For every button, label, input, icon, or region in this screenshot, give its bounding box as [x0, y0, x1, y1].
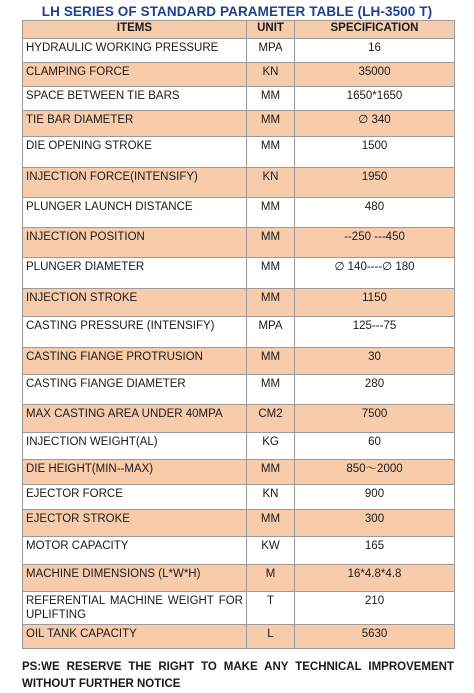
item-cell: SPACE BETWEEN TIE BARS [23, 87, 247, 111]
spec-cell: 1950 [295, 168, 455, 198]
header-items: ITEMS [23, 21, 247, 39]
unit-cell: MM [247, 137, 295, 168]
table-row [23, 87, 455, 111]
table-row [23, 592, 455, 625]
table-row [23, 405, 455, 433]
item-cell: CASTING FIANGE DIAMETER [23, 375, 247, 405]
spec-cell: 480 [295, 198, 455, 228]
table-row [23, 111, 455, 137]
item-cell: INJECTION FORCE(INTENSIFY) [23, 168, 247, 198]
spec-cell: 1650*1650 [295, 87, 455, 111]
item-cell: EJECTOR STROKE [23, 510, 247, 537]
spec-cell: ∅ 140----∅ 180 [295, 258, 455, 289]
table-row [23, 537, 455, 565]
unit-cell: MPA [247, 317, 295, 348]
unit-cell: MM [247, 348, 295, 375]
spec-cell: 300 [295, 510, 455, 537]
unit-cell: KW [247, 537, 295, 565]
unit-cell: T [247, 592, 295, 625]
item-cell: INJECTION STROKE [23, 289, 247, 317]
table-row [23, 137, 455, 168]
item-cell: CASTING FIANGE PROTRUSION [23, 348, 247, 375]
item-cell: CLAMPING FORCE [23, 63, 247, 87]
item-cell: INJECTION POSITION [23, 228, 247, 258]
unit-cell: MM [247, 289, 295, 317]
spec-cell: 5630 [295, 625, 455, 649]
unit-cell: KN [247, 485, 295, 510]
spec-cell: 35000 [295, 63, 455, 87]
unit-cell: MM [247, 228, 295, 258]
item-cell: PLUNGER LAUNCH DISTANCE [23, 198, 247, 228]
table-row [23, 317, 455, 348]
unit-cell: CM2 [247, 405, 295, 433]
unit-cell: MM [247, 198, 295, 228]
unit-cell: KN [247, 168, 295, 198]
spec-cell: 60 [295, 433, 455, 460]
unit-cell: L [247, 625, 295, 649]
spec-cell: ∅ 340 [295, 111, 455, 137]
table-row [23, 460, 455, 485]
item-cell: EJECTOR FORCE [23, 485, 247, 510]
spec-cell: --250 ---450 [295, 228, 455, 258]
item-cell: REFERENTIAL MACHINE WEIGHT FOR UPLIFTING [23, 592, 247, 625]
table-row [23, 168, 455, 198]
spec-cell: 1500 [295, 137, 455, 168]
spec-cell: 16*4.8*4.8 [295, 565, 455, 592]
item-cell: MACHINE DIMENSIONS (L*W*H) [23, 565, 247, 592]
unit-cell: KN [247, 63, 295, 87]
item-cell: MOTOR CAPACITY [23, 537, 247, 565]
page-title: LH SERIES OF STANDARD PARAMETER TABLE (LH-3500 T) [41, 4, 433, 19]
table-row [23, 375, 455, 405]
table-row [23, 348, 455, 375]
item-cell: DIE OPENING STROKE [23, 137, 247, 168]
spec-cell: 210 [295, 592, 455, 625]
table-row [23, 39, 455, 63]
item-cell: INJECTION WEIGHT(AL) [23, 433, 247, 460]
unit-cell: MM [247, 375, 295, 405]
table-row [23, 63, 455, 87]
unit-cell: MM [247, 510, 295, 537]
spec-cell: 30 [295, 348, 455, 375]
item-cell: DIE HEIGHT(MIN--MAX) [23, 460, 247, 485]
spec-cell: 900 [295, 485, 455, 510]
spec-cell: 165 [295, 537, 455, 565]
unit-cell: KG [247, 433, 295, 460]
item-cell: OIL TANK CAPACITY [23, 625, 247, 649]
item-cell: PLUNGER DIAMETER [23, 258, 247, 289]
table-row [23, 258, 455, 289]
item-cell: CASTING PRESSURE (INTENSIFY) [23, 317, 247, 348]
disclaimer-note: PS:WE RESERVE THE RIGHT TO MAKE ANY TECHNICAL IMPROVEMENT WITHOUT FURTHER NOTICE [22, 661, 454, 690]
table-row [23, 198, 455, 228]
spec-cell: 1150 [295, 289, 455, 317]
item-cell: MAX CASTING AREA UNDER 40MPA [23, 405, 247, 433]
header-specification: SPECIFICATION [295, 21, 455, 39]
table-header-row [23, 21, 455, 39]
table-row [23, 433, 455, 460]
spec-cell: 16 [295, 39, 455, 63]
header-unit: UNIT [247, 21, 295, 39]
table-row [23, 289, 455, 317]
table-row [23, 485, 455, 510]
unit-cell: MM [247, 87, 295, 111]
table-row [23, 565, 455, 592]
unit-cell: MM [247, 258, 295, 289]
table-row [23, 510, 455, 537]
parameter-table [22, 20, 455, 649]
item-cell: TIE BAR DIAMETER [23, 111, 247, 137]
item-cell: HYDRAULIC WORKING PRESSURE [23, 39, 247, 63]
table-row [23, 228, 455, 258]
table-row [23, 625, 455, 649]
unit-cell: MM [247, 460, 295, 485]
spec-cell: 7500 [295, 405, 455, 433]
unit-cell: MPA [247, 39, 295, 63]
spec-cell: 125---75 [295, 317, 455, 348]
unit-cell: MM [247, 111, 295, 137]
spec-cell: 280 [295, 375, 455, 405]
spec-cell: 850～2000 [295, 460, 455, 485]
unit-cell: M [247, 565, 295, 592]
